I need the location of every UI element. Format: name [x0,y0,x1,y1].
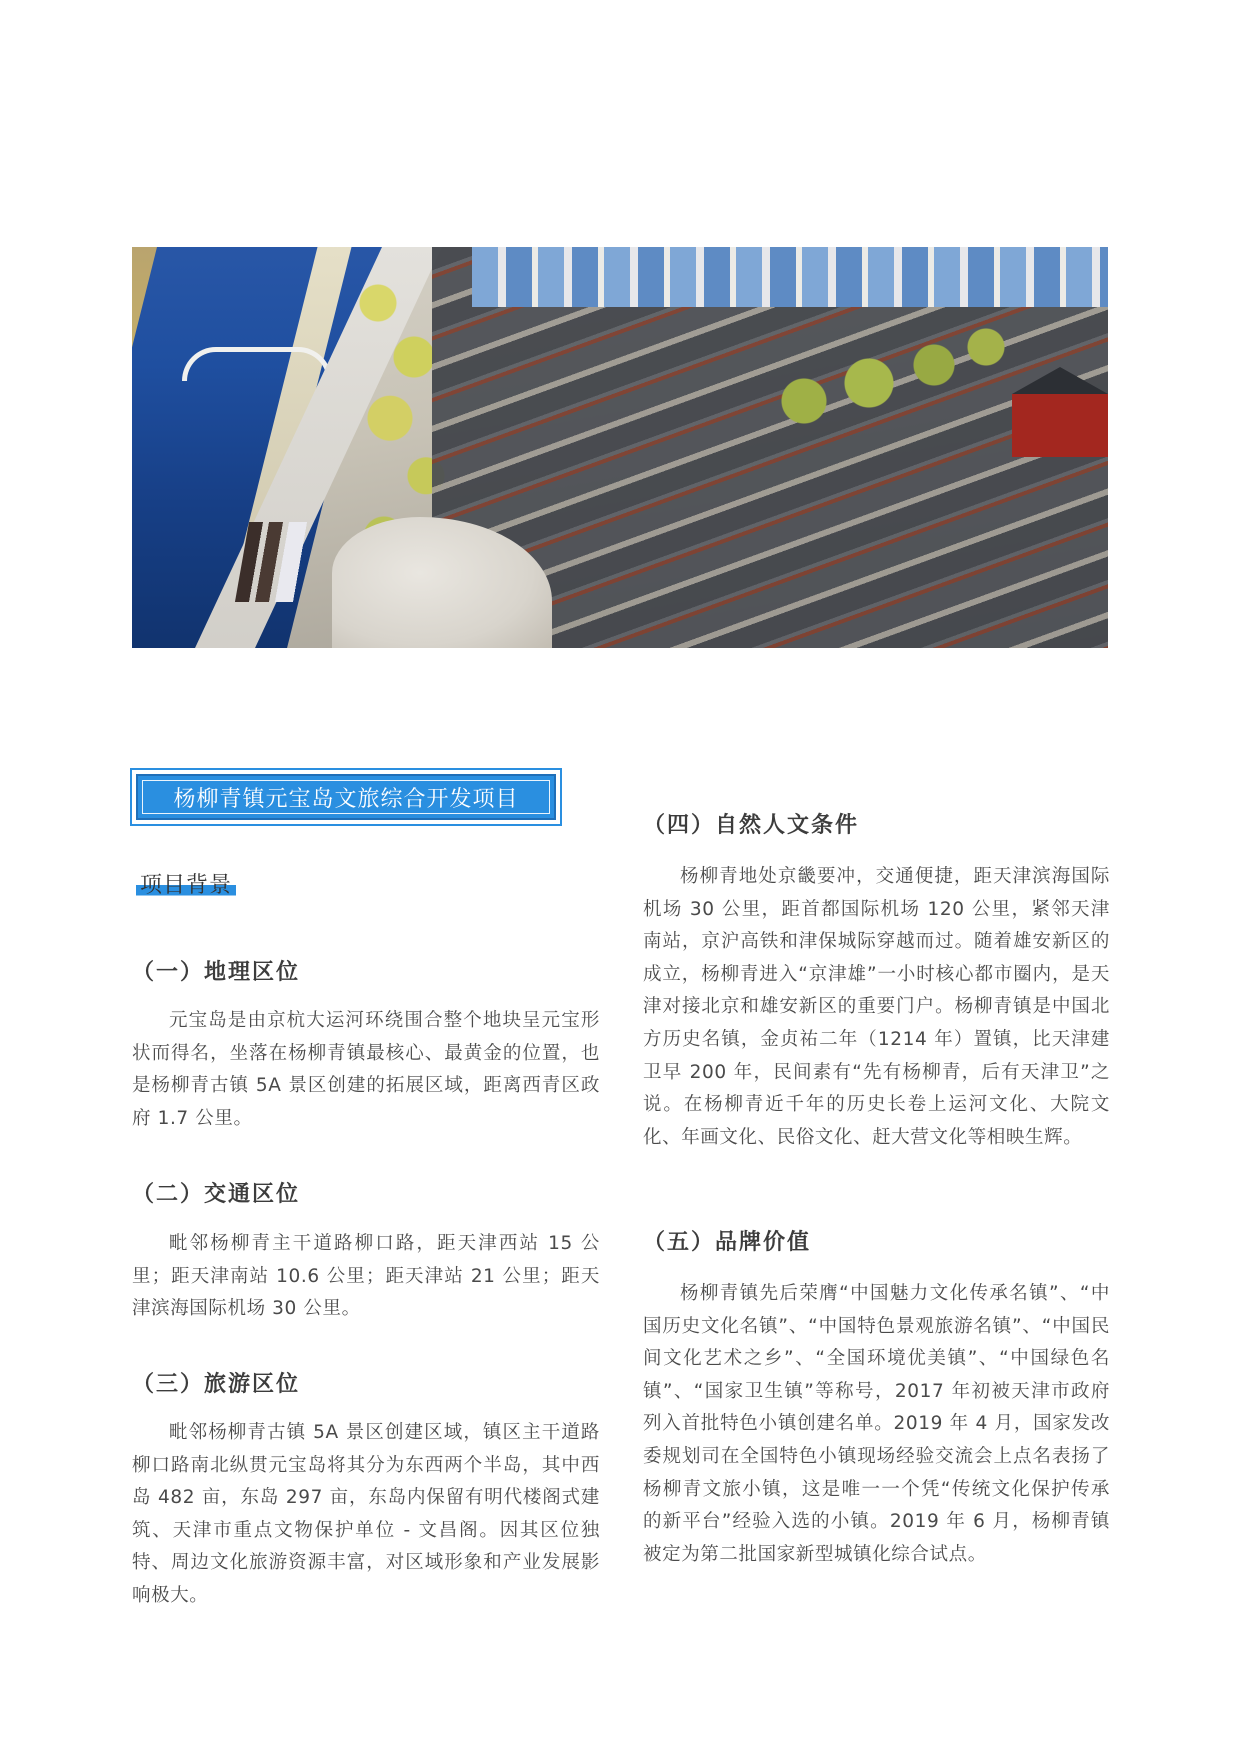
photo-boats [235,522,319,602]
photo-blue-roof-houses [472,247,1108,307]
photo-greenery [752,317,1012,437]
section-heading-location: （一）地理区位 [132,960,301,985]
section-body-nature-culture: 杨柳青地处京畿要冲，交通便捷，距天津滨海国际机场 30 公里，距首都国际机场 120 公里，紧邻天津南站，京沪高铁和津保城际穿越而过。随着雄安新区的成立，杨柳青进入“京津雄”一小时核心都市圈内，是天津对接北京和雄安新区的重要门户。杨柳青镇是中国北方历史名镇，金贞祐二年（1214 年）置镇，比天津建卫早 200 年，民间素有“先有杨柳青，后有天津卫”之说。在杨柳青近千年的历史长卷上运河文化、大院文化、年画文化、民俗文化、赶大营文化等相映生辉。 [643,866,1110,1148]
section-heading-tourism: （三）旅游区位 [132,1372,301,1397]
project-title: 杨柳青镇元宝岛文旅综合开发项目 [173,786,519,812]
section-heading-transport: （二）交通区位 [132,1182,301,1207]
section-body-brand-value: 杨柳青镇先后荣膺“中国魅力文化传承名镇”、“中国历史文化名镇”、“中国特色景观旅游名镇”、“中国民间文化艺术之乡”、“全国环境优美镇”、“中国绿色名镇”、“国家卫生镇”等称号，2017 年初被天津市政府列入首批特色小镇创建名单。2019 年 4 月，国家发改委规划司在全国特色小镇现场经验交流会上点名表扬了杨柳青文旅小镇，这是唯一一个凭“传统文化保护传承的新平台”经验入选的小镇。2019 年 6 月，杨柳青镇被定为第二批国家新型城镇化综合试点。 [643,1283,1110,1565]
photo-arch-bridge [182,347,332,381]
project-title-box [136,774,556,820]
background-heading: 项目背景 [136,868,236,899]
section-body-tourism: 毗邻杨柳青古镇 5A 景区创建区域，镇区主干道路柳口路南北纵贯元宝岛将其分为东西两个半岛，其中西岛 482 亩，东岛 297 亩，东岛内保留有明代楼阁式建筑、天津市重点文物保护单位 - 文昌阁。因其区位独特、周边文化旅游资源丰富，对区域形象和产业发展影响极大。 [132,1422,600,1606]
hero-aerial-photo [132,247,1108,648]
section-heading-nature-culture: （四）自然人文条件 [643,813,860,838]
section-heading-brand-value: （五）品牌价值 [643,1230,812,1255]
section-body-transport: 毗邻杨柳青主干道路柳口路，距天津西站 15 公里；距天津南站 10.6 公里；距天津站 21 公里；距天津滨海国际机场 30 公里。 [132,1233,600,1320]
section-body-location: 元宝岛是由京杭大运河环绕围合整个地块呈元宝形状而得名，坐落在杨柳青镇最核心、最黄金的位置，也是杨柳青古镇 5A 景区创建的拓展区域，距离西青区政府 1.7 公里。 [132,1010,600,1129]
